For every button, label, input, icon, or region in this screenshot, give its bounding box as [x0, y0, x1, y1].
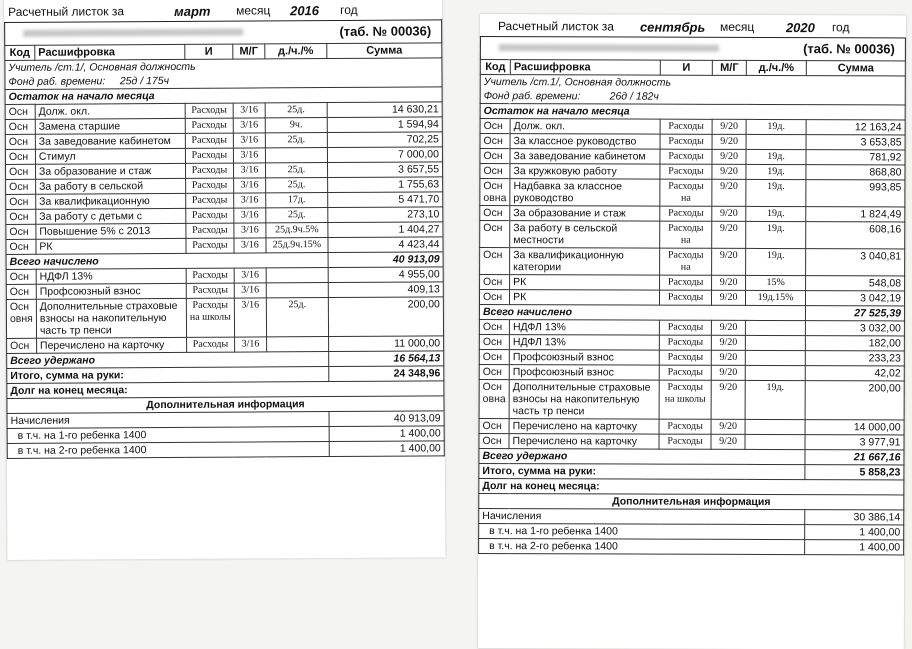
row-days — [266, 283, 328, 298]
year-word: год — [831, 20, 850, 35]
extra-desc: в т.ч. на 1-го ребенка 1400 — [479, 523, 805, 539]
extra-row — [479, 508, 904, 524]
row-desc: За квалификационную — [36, 193, 186, 209]
row-source: Расходы — [659, 350, 711, 365]
row-period: 3/16 — [234, 208, 266, 223]
row-source: Расходы — [186, 193, 234, 208]
row-period: 3/16 — [234, 238, 266, 253]
row-code: Осн — [6, 284, 36, 299]
position: Учитель /ст.1/, Основная должность — [480, 75, 905, 91]
row-sum: 200,00 — [805, 381, 904, 420]
row-code: Осн — [480, 206, 510, 221]
payslip-table — [478, 59, 906, 555]
row-sum: 781,92 — [806, 150, 905, 165]
row-code: Осн — [479, 334, 509, 349]
deduction-row — [479, 334, 904, 350]
row-period: 9/20 — [712, 134, 746, 149]
deduction-row — [6, 297, 443, 339]
row-sum: 14 630,21 — [327, 102, 442, 118]
col-sum: Сумма — [806, 61, 905, 76]
extra-info-label: Дополнительная информация — [479, 493, 904, 509]
row-desc: Профсоюзный взнос — [36, 283, 186, 299]
row-source: Расходы — [185, 118, 233, 133]
row-code: Осн — [6, 239, 36, 254]
row-period: 3/16 — [234, 298, 266, 337]
row-desc: Долж. окл. — [510, 119, 660, 135]
row-source: Расходы — [185, 148, 233, 163]
row-code: Осн — [5, 134, 35, 149]
payslip-table — [4, 42, 445, 459]
row-period: 9/20 — [711, 350, 745, 365]
slip-month: март — [174, 3, 211, 19]
tab-number: (таб. № 00036) — [803, 41, 895, 57]
row-days — [745, 350, 805, 365]
row-desc: Надбавка за классное руководство — [510, 179, 660, 207]
row-code: Осн — [6, 224, 36, 239]
row-sum: 3 653,85 — [806, 135, 905, 150]
row-period: 3/16 — [234, 337, 266, 352]
debt-label: Долг на конец месяца: — [479, 478, 904, 494]
row-source: Расходы — [186, 208, 234, 223]
net-pay-value: 5 858,23 — [805, 465, 904, 480]
row-source: Расходы на — [660, 221, 712, 248]
deduction-row — [479, 349, 904, 365]
extra-desc: в т.ч. на 1-го ребенка 1400 — [7, 427, 329, 444]
slip-year: 2020 — [785, 20, 815, 36]
row-days: 25д.9ч.5% — [266, 223, 328, 238]
col-sum: Сумма — [327, 43, 442, 59]
payslip-march-2016 — [4, 0, 445, 560]
row-period: 3/16 — [234, 268, 266, 283]
total-withheld-label: Всего удержано — [7, 352, 329, 369]
row-desc: За работу с детьми с — [36, 208, 186, 224]
extra-info-label: Дополнительная информация — [7, 396, 444, 414]
row-days: 19д. — [746, 179, 806, 206]
row-code: Осн — [5, 119, 35, 134]
row-days — [265, 148, 327, 163]
row-sum: 14 000,00 — [805, 420, 904, 435]
row-desc: За работу в сельской — [36, 178, 186, 194]
row-sum: 200,00 — [328, 297, 443, 337]
row-sum: 3 657,55 — [327, 162, 442, 178]
row-sum: 409,13 — [328, 282, 443, 298]
row-desc: За квалификационную категории — [510, 248, 660, 276]
extra-info-title — [479, 493, 904, 509]
col-desc: Расшифровка — [35, 44, 185, 60]
payslip-september-2020 — [478, 14, 906, 649]
row-desc: РК — [510, 290, 660, 306]
deduction-row — [479, 364, 904, 380]
work-fund-label: Фонд раб. времени: — [8, 75, 106, 88]
row-period: 9/20 — [712, 248, 746, 275]
employee-line — [4, 19, 442, 45]
row-code: Осн овна — [479, 379, 509, 418]
extra-sum: 1 400,00 — [805, 540, 904, 555]
total-accrued-value: 40 913,09 — [328, 252, 443, 268]
accrual-row — [480, 149, 905, 165]
row-period: 9/20 — [712, 290, 746, 305]
extra-sum: 1 400,00 — [329, 441, 444, 457]
row-sum: 1 824,49 — [806, 207, 905, 222]
total-withheld-value: 21 667,16 — [805, 450, 904, 465]
row-sum: 702,25 — [327, 132, 442, 148]
row-source: Расходы — [186, 268, 234, 283]
row-source: Расходы — [185, 178, 233, 193]
extra-sum: 1 400,00 — [329, 426, 444, 442]
row-code: Осн — [479, 349, 509, 364]
row-sum: 182,00 — [805, 336, 904, 351]
col-code: Код — [480, 60, 510, 75]
row-source: Расходы — [659, 335, 711, 350]
row-code: Осн — [5, 104, 35, 119]
tab-number: (таб. № 00036) — [339, 23, 432, 39]
row-period: 3/16 — [234, 223, 266, 238]
row-source: Расходы — [660, 119, 712, 134]
net-pay — [479, 463, 904, 479]
accrual-row — [480, 134, 905, 150]
row-desc: Перечислено на карточку — [509, 434, 659, 450]
row-desc: Долж. окл. — [35, 103, 185, 119]
row-days — [266, 337, 328, 352]
row-days: 19д. — [746, 149, 806, 164]
redacted-name — [499, 44, 719, 52]
slip-title: Расчетный листок за — [8, 4, 125, 19]
row-code: Осн — [480, 164, 510, 179]
row-days — [746, 134, 806, 149]
row-code: Осн — [6, 164, 36, 179]
row-code: Осн — [479, 418, 509, 433]
row-period: 9/20 — [712, 149, 746, 164]
row-code: Осн — [6, 209, 36, 224]
row-period: 9/20 — [712, 221, 746, 248]
row-source: Расходы — [660, 275, 712, 290]
row-days: 19д.15% — [746, 290, 806, 305]
row-source: Расходы на школы — [659, 380, 711, 419]
row-period: 9/20 — [711, 320, 745, 335]
row-desc: За классное руководство — [510, 134, 660, 150]
row-days: 19д. — [746, 119, 806, 134]
row-period: 3/16 — [233, 178, 265, 193]
row-source: Расходы — [186, 283, 234, 298]
balance-start: Остаток на начало месяца — [5, 87, 442, 105]
row-desc: За образование и стаж — [35, 163, 185, 179]
work-fund-value: 25д / 175ч — [119, 74, 170, 88]
row-days: 25д. — [266, 208, 328, 223]
row-period: 9/20 — [712, 275, 746, 290]
total-accrued — [479, 304, 904, 320]
total-accrued-label: Всего начислено — [479, 304, 805, 320]
total-withheld-value: 16 564,13 — [329, 351, 444, 367]
year-word: год — [340, 2, 358, 17]
row-days — [745, 419, 805, 434]
row-sum: 3 977,91 — [805, 435, 904, 450]
row-desc: Замена старшие — [35, 118, 185, 134]
accrual-row — [480, 275, 905, 291]
row-desc: Профсоюзный взнос — [509, 350, 659, 366]
extra-desc: Начисления — [479, 508, 805, 524]
row-desc: За работу в сельской местности — [510, 221, 660, 249]
row-sum: 3 040,81 — [806, 249, 905, 276]
extra-sum: 30 386,14 — [805, 510, 904, 525]
row-code: Осн овна — [480, 179, 510, 206]
row-source: Расходы — [186, 223, 234, 238]
row-desc: Стимул — [35, 148, 185, 164]
row-sum: 868,80 — [806, 165, 905, 180]
employee-line — [480, 36, 906, 60]
row-period: 9/20 — [711, 335, 745, 350]
row-desc: За образование и стаж — [510, 206, 660, 222]
row-period: 3/16 — [234, 283, 266, 298]
row-desc: За заведование кабинетом — [510, 149, 660, 165]
row-desc: РК — [36, 238, 186, 254]
slip-header — [480, 14, 906, 37]
row-code: Осн — [5, 149, 35, 164]
col-d: д./ч./% — [265, 44, 327, 59]
debt-end — [479, 478, 904, 494]
row-desc: Профсоюзный взнос — [509, 365, 659, 381]
total-withheld — [479, 448, 904, 464]
row-source: Расходы — [660, 149, 712, 164]
row-source: Расходы — [659, 434, 711, 449]
row-days: 25д. — [265, 163, 327, 178]
row-sum: 3 042,19 — [806, 291, 905, 306]
row-sum: 608,16 — [806, 222, 905, 249]
row-code: Осн — [480, 275, 510, 290]
row-period: 9/20 — [711, 434, 745, 449]
row-desc: НДФЛ 13% — [36, 268, 186, 284]
col-i: И — [185, 44, 233, 59]
position: Учитель /ст.1/, Основная должность — [5, 58, 442, 75]
month-word: месяц — [719, 19, 755, 34]
row-period: 9/20 — [711, 419, 745, 434]
work-fund-value: 26д / 182ч — [609, 90, 659, 103]
row-code: Осн — [479, 433, 509, 448]
net-pay-label: Итого, сумма на руки: — [7, 367, 329, 384]
extra-desc: Начисления — [7, 412, 329, 429]
balance-start: Остаток на начало месяца — [480, 104, 905, 120]
row-source: Расходы — [659, 320, 711, 335]
col-d: д./ч./% — [746, 60, 806, 75]
accrual-row — [480, 119, 905, 135]
row-source: Расходы — [659, 419, 711, 434]
row-code: Осн — [480, 119, 510, 134]
row-desc: Перечислено на карточку — [36, 337, 186, 353]
slip-month: сентябрь — [639, 19, 706, 35]
row-source: Расходы — [185, 133, 233, 148]
row-period: 9/20 — [711, 365, 745, 380]
row-days — [745, 434, 805, 449]
row-days: 19д. — [745, 380, 805, 419]
extra-row — [7, 441, 444, 459]
row-days: 19д. — [746, 248, 806, 275]
row-source: Расходы — [186, 337, 234, 352]
total-accrued-label: Всего начислено — [6, 253, 328, 270]
row-days: 17д. — [266, 193, 328, 208]
row-sum: 4 955,00 — [328, 267, 443, 283]
row-days: 15% — [746, 275, 806, 290]
row-source: Расходы — [660, 134, 712, 149]
col-desc: Расшифровка — [510, 60, 660, 76]
extra-desc: в т.ч. на 2-го ребенка 1400 — [479, 538, 805, 554]
row-sum: 42,02 — [805, 366, 904, 381]
row-days — [266, 268, 328, 283]
row-days: 25д. — [265, 133, 327, 148]
slip-header — [4, 0, 442, 22]
row-sum: 1 755,63 — [327, 177, 442, 193]
row-sum: 11 000,00 — [328, 336, 443, 352]
row-source: Расходы — [660, 164, 712, 179]
row-days: 25д.9ч.15% — [266, 238, 328, 253]
row-code: Осн овня — [6, 299, 36, 338]
row-sum: 273,10 — [328, 207, 443, 223]
row-desc: НДФЛ 13% — [509, 320, 659, 336]
row-days — [745, 320, 805, 335]
row-code: Осн — [479, 319, 509, 334]
accrual-row — [480, 179, 905, 207]
row-source: Расходы — [185, 163, 233, 178]
row-period: 9/20 — [712, 206, 746, 221]
row-code: Осн — [479, 364, 509, 379]
extra-desc: в т.ч. на 2-го ребенка 1400 — [7, 442, 329, 459]
row-source: Расходы на школы — [186, 298, 234, 337]
col-mg: М/Г — [233, 44, 265, 59]
row-period: 3/16 — [234, 193, 266, 208]
row-code: Осн — [480, 149, 510, 164]
row-days: 25д. — [266, 298, 328, 337]
col-i: И — [660, 60, 712, 75]
accrual-row — [480, 164, 905, 180]
row-desc: Дополнительные страховые взносы на накопительную часть тр пенси — [36, 298, 186, 338]
table-header-row — [480, 60, 905, 76]
row-source: Расходы — [185, 103, 233, 118]
extra-row — [479, 523, 904, 539]
month-word: месяц — [236, 3, 271, 18]
row-period: 9/20 — [712, 179, 746, 206]
accrual-row — [480, 221, 905, 249]
redacted-name — [23, 29, 243, 37]
row-sum: 993,85 — [806, 180, 905, 207]
row-desc: За заведование кабинетом — [35, 133, 185, 149]
row-desc: НДФЛ 13% — [509, 335, 659, 351]
row-period: 3/16 — [233, 103, 265, 118]
accrual-row — [480, 206, 905, 222]
row-days: 19д. — [746, 221, 806, 248]
row-source: Расходы — [659, 365, 711, 380]
row-source: Расходы — [660, 206, 712, 221]
row-days: 9ч. — [265, 118, 327, 133]
row-days — [745, 365, 805, 380]
slip-title: Расчетный листок за — [497, 19, 614, 34]
row-days: 19д. — [746, 206, 806, 221]
row-period: 3/16 — [233, 148, 265, 163]
row-sum: 1 404,27 — [328, 222, 443, 238]
row-days — [745, 335, 805, 350]
row-desc: Дополнительные страховые взносы на накопительную часть тр пенси — [509, 380, 659, 420]
row-sum: 233,23 — [805, 351, 904, 366]
row-sum: 1 594,94 — [327, 117, 442, 133]
row-code: Осн — [479, 290, 509, 305]
accrual-row — [480, 248, 905, 276]
total-accrued-value: 27 525,39 — [805, 306, 904, 321]
row-sum: 3 032,00 — [805, 321, 904, 336]
deduction-row — [479, 319, 904, 335]
accrual-row — [479, 290, 904, 306]
extra-row — [479, 538, 904, 554]
row-period: 3/16 — [233, 163, 265, 178]
row-days: 25д. — [265, 103, 327, 118]
row-desc: За кружковую работу — [510, 164, 660, 180]
extra-sum: 40 913,09 — [329, 411, 444, 427]
row-period: 9/20 — [712, 164, 746, 179]
row-period: 3/16 — [233, 118, 265, 133]
row-sum: 12 163,24 — [806, 120, 905, 135]
row-code: Осн — [6, 194, 36, 209]
row-days: 25д. — [265, 178, 327, 193]
total-withheld-label: Всего удержано — [479, 448, 805, 464]
deduction-row — [479, 418, 904, 434]
extra-sum: 1 400,00 — [805, 525, 904, 540]
row-source: Расходы на — [660, 179, 712, 206]
row-code: Осн — [7, 338, 37, 353]
net-pay-value: 24 348,96 — [329, 366, 444, 382]
debt-label: Долг на конец месяца: — [7, 381, 444, 399]
row-desc: РК — [510, 275, 660, 291]
row-code: Осн — [6, 269, 36, 284]
row-source: Расходы — [186, 238, 234, 253]
work-fund — [480, 89, 905, 105]
row-sum: 4 423,44 — [328, 237, 443, 253]
row-sum: 7 000,00 — [327, 147, 442, 163]
row-desc: Перечислено на карточку — [509, 419, 659, 435]
net-pay-label: Итого, сумма на руки: — [479, 463, 805, 479]
deduction-row — [479, 379, 904, 419]
row-period: 3/16 — [233, 133, 265, 148]
row-source: Расходы — [660, 290, 712, 305]
col-mg: М/Г — [712, 60, 746, 75]
row-days: 19д. — [746, 164, 806, 179]
row-period: 9/20 — [711, 380, 745, 419]
slip-year: 2016 — [290, 3, 320, 19]
row-desc: Повышение 5% с 2013 — [36, 223, 186, 239]
row-sum: 5 471,70 — [328, 192, 443, 208]
row-source: Расходы на — [660, 248, 712, 275]
row-code: Осн — [480, 248, 510, 275]
deduction-row — [479, 433, 904, 449]
row-code: Осн — [480, 221, 510, 248]
work-fund-label: Фонд раб. времени: — [483, 90, 581, 103]
row-code: Осн — [6, 179, 36, 194]
col-code: Код — [5, 45, 35, 60]
row-period: 9/20 — [712, 119, 746, 134]
row-code: Осн — [480, 134, 510, 149]
row-sum: 548,08 — [806, 276, 905, 291]
